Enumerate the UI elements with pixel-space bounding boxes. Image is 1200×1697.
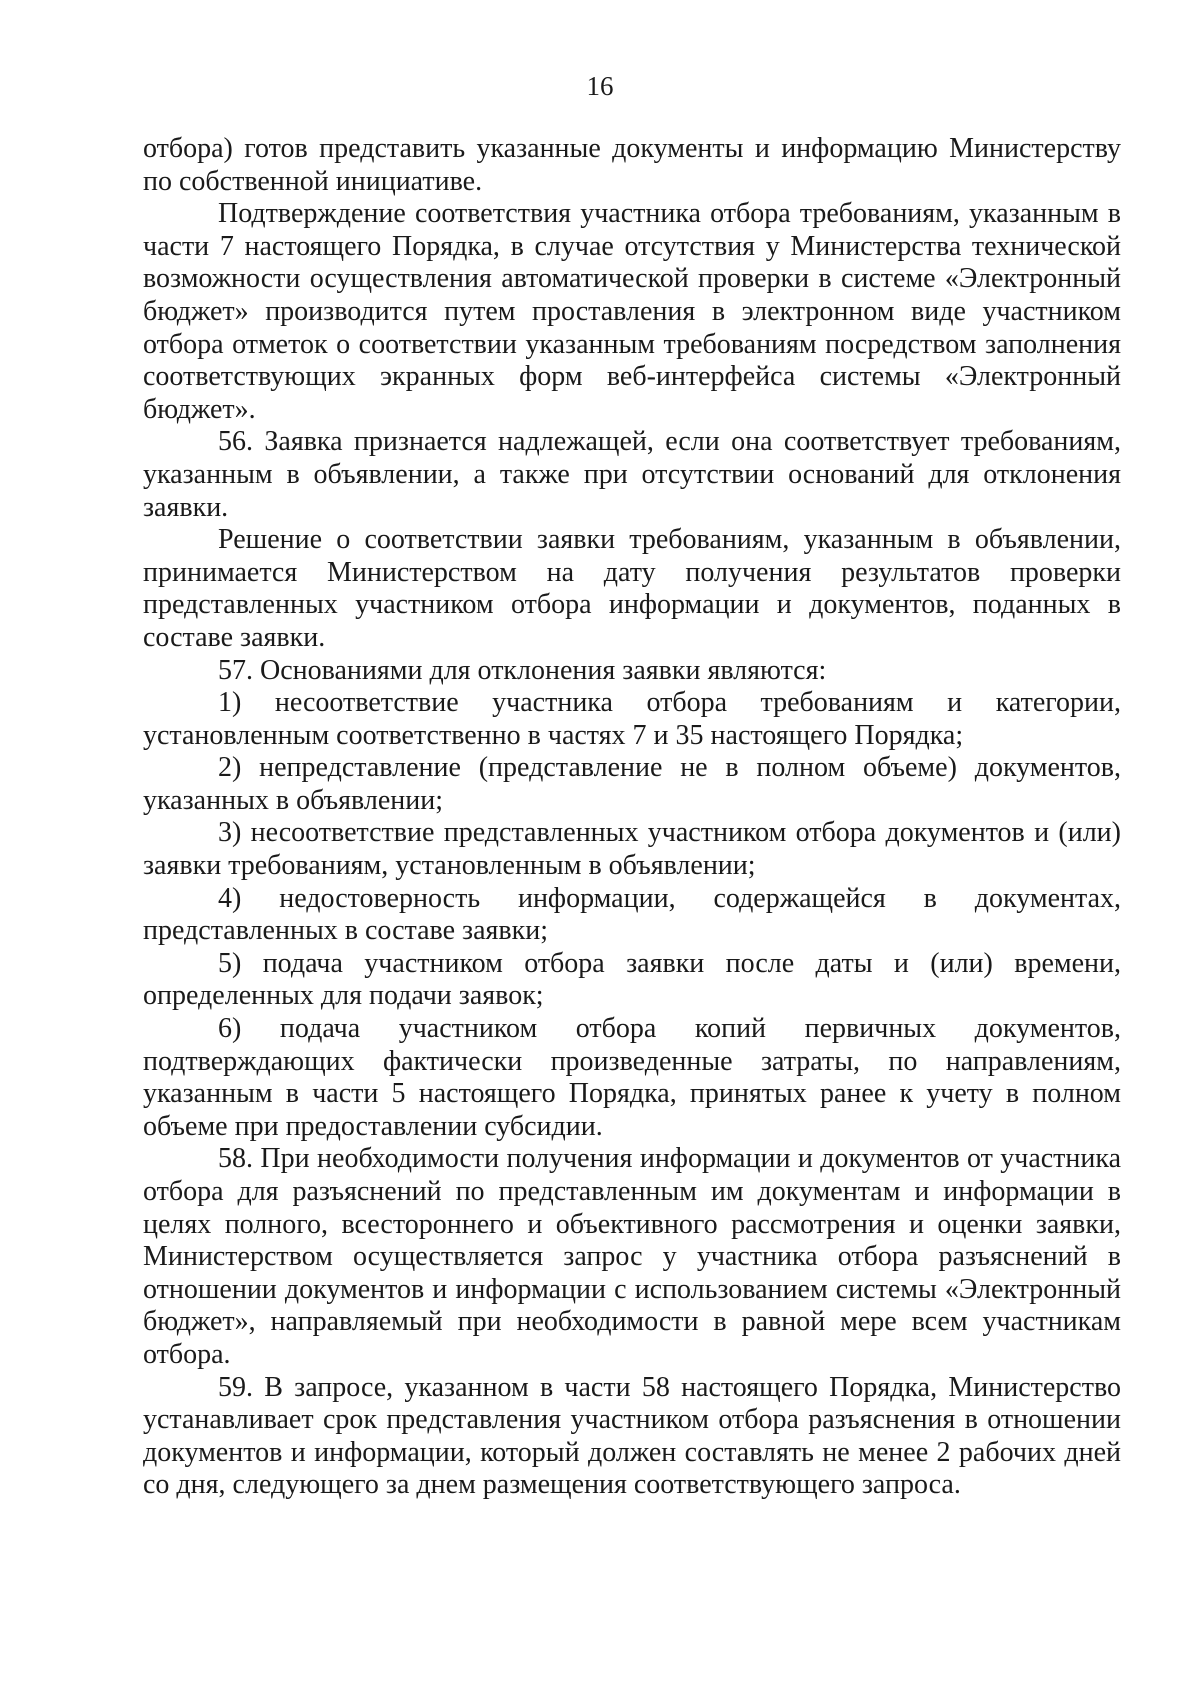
paragraph-57: 57. Основаниями для отклонения заявки являются:	[218, 654, 827, 686]
paragraph-59: 59. В запросе, указанном в части 58 настоящего Порядка, Министерство устанавливает срок представления участником отбора разъяснения в отношении документов и информации, который должен составлять не менее 2 рабочих дней со дня, следующего за днем размещения соответствующего запроса.	[143, 1371, 1121, 1501]
list-item-2: 2) непредставление (представление не в полном объеме) документов, указанных в объявлении;	[143, 752, 1121, 816]
page-number: 16	[586, 71, 614, 101]
document-body	[143, 133, 1121, 1502]
paragraph-confirmation: Подтверждение соответствия участника отбора требованиям, указанным в части 7 настоящего Порядка, в случае отсутствия у Министерства технической возможности осуществления автоматической проверки в системе «Электронный бюджет» производится путем проставления в электронном виде участником отбора отметок о соответствии указанным требованиям посредством заполнения соответствующих экранных форм веб-интерфейса системы «Электронный бюджет».	[143, 198, 1121, 425]
list-item-1: 1) несоответствие участника отбора требованиям и категории, установленным соответственно в частях 7 и 35 настоящего Порядка;	[143, 687, 1121, 751]
paragraph-continuation: отбора) готов представить указанные документы и информацию Министерству по собственной инициативе.	[143, 133, 1121, 197]
list-item-3: 3) несоответствие представленных участником отбора документов и (или) заявки требованиям, установленным в объявлении;	[143, 817, 1121, 882]
paragraph-56: 56. Заявка признается надлежащей, если она соответствует требованиям, указанным в объявлении, а также при отсутствии оснований для отклонения заявки.	[143, 426, 1121, 523]
list-item-6: 6) подача участником отбора копий первичных документов, подтверждающих фактически произведенные затраты, по направлениям, указанным в части 5 настоящего Порядка, принятых ранее к учету в полном объеме при предоставлении субсидии.	[143, 1013, 1121, 1142]
list-item-4: 4) недостоверность информации, содержащейся в документах, представленных в составе заявки;	[143, 882, 1121, 947]
paragraph-decision: Решение о соответствии заявки требованиям, указанным в объявлении, принимается Министерством на дату получения результатов проверки представленных участником отбора информации и документов, поданных в составе заявки.	[143, 524, 1121, 653]
list-item-5: 5) подача участником отбора заявки после даты и (или) времени, определенных для подачи заявок;	[143, 947, 1121, 1012]
paragraph-58: 58. При необходимости получения информации и документов от участника отбора для разъяснений по представленным им документам и информации в целях полного, всестороннего и объективного рассмотрения и оценки заявки, Министерством осуществляется запрос у участника отбора разъяснений в отношении документов и информации с использованием системы «Электронный бюджет», направляемый при необходимости в равной мере всем участникам отбора.	[143, 1143, 1121, 1370]
